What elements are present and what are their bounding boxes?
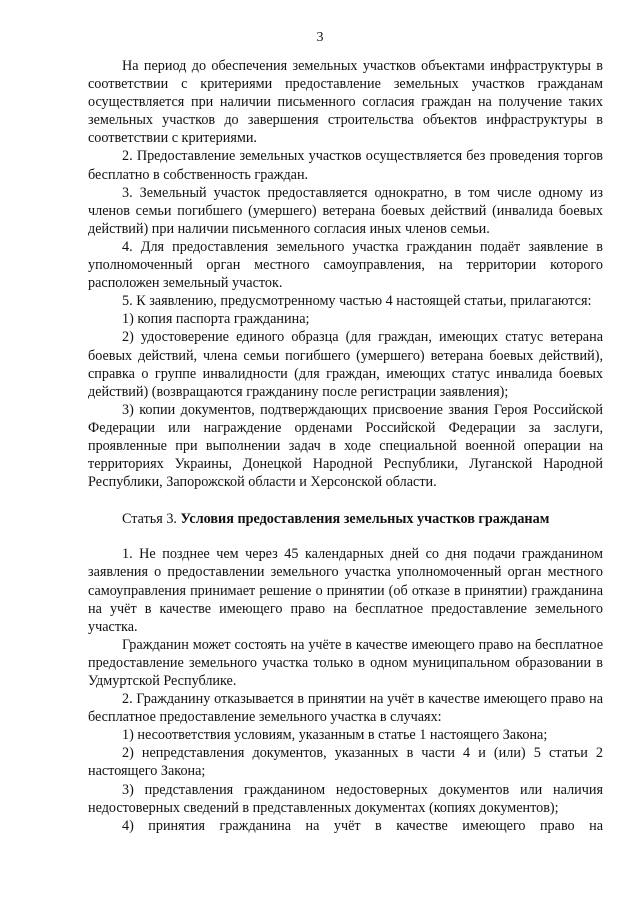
article-title: Условия предоставления земельных участков гражданам <box>180 511 550 528</box>
page-number: 3 <box>316 30 324 45</box>
paragraph: На период до обеспечения земельных участков объектами инфраструктуры в соответствии с критериями предоставление земельных участков гражданам осуществляется при наличии письменного согласия граждан на получение таких земельных участков до завершения строительства объектов инфраструктуры в соответствии с критериями. <box>88 58 603 147</box>
document-body <box>88 57 603 835</box>
paragraph: 5. К заявлению, предусмотренному частью 4 настоящей статьи, прилагаются: <box>122 293 592 310</box>
list-item: 1) копия паспорта гражданина; <box>122 311 310 328</box>
paragraph: Гражданин может состоять на учёте в качестве имеющего право на бесплатное предоставление земельного участка только в одном муниципальном образовании в Удмуртской Республике. <box>88 636 603 689</box>
list-item: 2) непредставления документов, указанных в части 4 и (или) 5 статьи 2 настоящего Закона; <box>88 745 603 780</box>
paragraph: 2. Предоставление земельных участков осуществляется без проведения торгов бесплатно в собственность граждан. <box>88 148 603 183</box>
paragraph: 3. Земельный участок предоставляется однократно, в том числе одному из членов семьи погибшего (умершего) ветерана боевых действий (инвалида боевых действий) при наличии письменного согласия иных членов семьи. <box>88 184 603 237</box>
paragraph: 1. Не позднее чем через 45 календарных дней со дня подачи гражданином заявления о предоставлении земельного участка уполномоченный орган местного самоуправления принимает решение о принятии (об отказе в принятии) гражданина на учёт в качестве имеющего право на бесплатное предоставление земельного участка. <box>88 546 603 635</box>
list-item: 1) несоответствия условиям, указанным в статье 1 настоящего Закона; <box>122 727 548 744</box>
paragraph: 4. Для предоставления земельного участка гражданин подаёт заявление в уполномоченный орган местного самоуправления, на территории которого расположен земельный участок. <box>88 238 603 292</box>
list-item: 2) удостоверение единого образца (для граждан, имеющих статус ветерана боевых действий, члена семьи погибшего (умершего) ветерана боевых действий), справка о группе инвалидности (для граждан, имеющих статус инвалида боевых действий) (возвращаются гражданину после регистрации заявления); <box>88 329 603 400</box>
list-item: 3) представления гражданином недостоверных документов или наличия недостоверных сведений в представленных документах (копиях документов); <box>88 781 603 816</box>
list-item: 3) копии документов, подтверждающих присвоение звания Героя Российской Федерации или награждение орденами Российской Федерации за заслуги, проявленные при выполнении задач в ходе специальной военной операции на территориях Украины, Донецкой Народной Республики, Луганской Народной Республики, Запорожской области и Херсонской области. <box>88 401 603 491</box>
article-number: Статья 3. <box>122 511 177 528</box>
list-item: 4) принятия гражданина на учёт в качестве имеющего право на <box>122 817 603 834</box>
article-heading <box>88 510 603 528</box>
paragraph: 2. Гражданину отказывается в принятии на учёт в качестве имеющего право на бесплатное предоставление земельного участка в случаях: <box>88 691 603 726</box>
